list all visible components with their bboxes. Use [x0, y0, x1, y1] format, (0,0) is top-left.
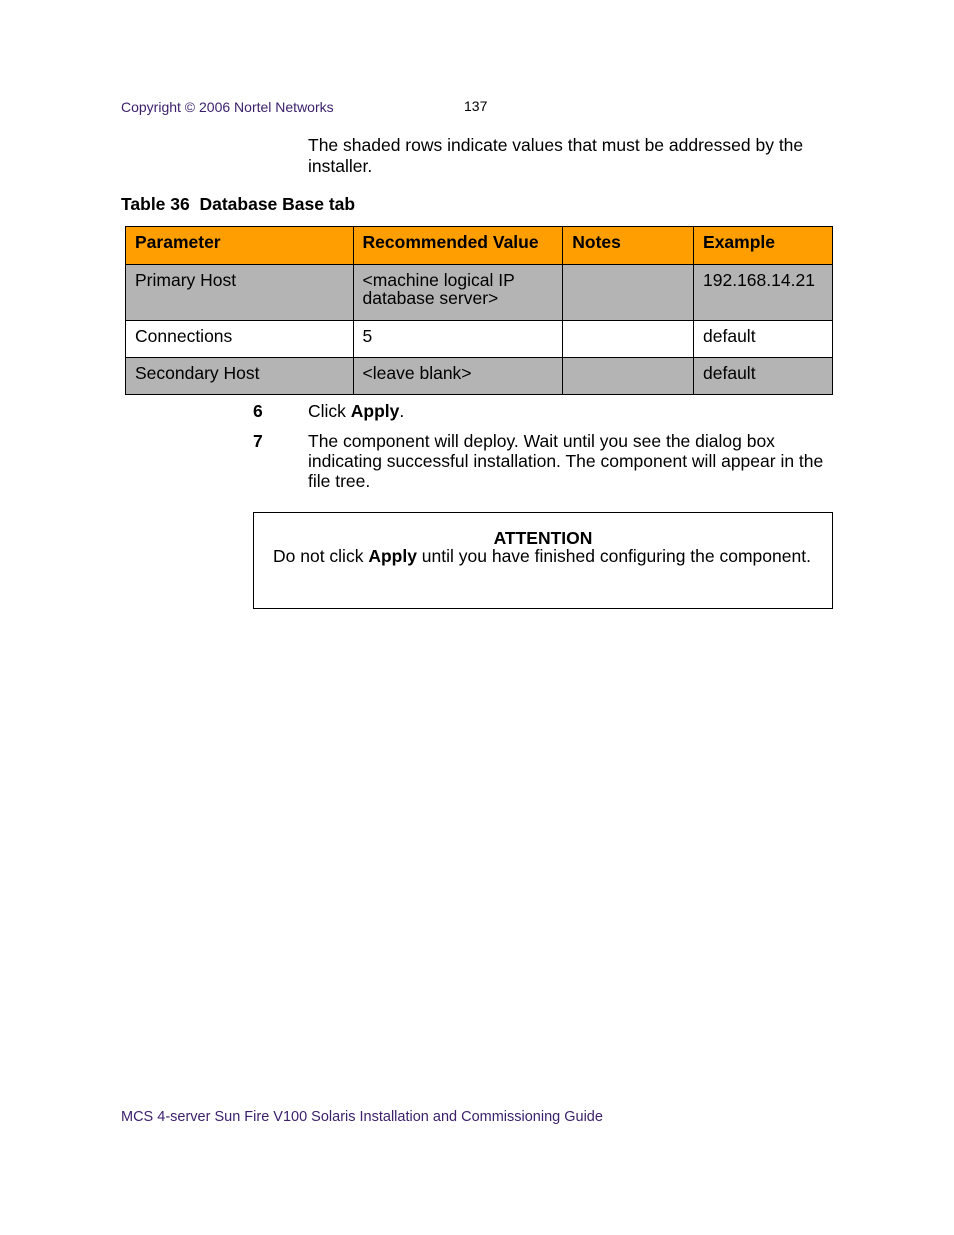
footer-title: MCS 4-server Sun Fire V100 Solaris Installation and Commissioning Guide — [121, 1109, 603, 1125]
step-number-6: 6 — [253, 401, 263, 421]
cell-recommended-value: 5 — [353, 321, 563, 358]
cell-parameter: Secondary Host — [126, 358, 354, 395]
step-number-7: 7 — [253, 431, 263, 451]
cell-notes — [563, 265, 694, 321]
cell-example: default — [694, 358, 833, 395]
step-6-bold: Apply — [350, 401, 400, 421]
header-recommended-value: Recommended Value — [353, 227, 563, 265]
attention-bold: Apply — [368, 546, 417, 566]
cell-parameter: Primary Host — [126, 265, 354, 321]
table-caption: Table 36 Database Base tab — [121, 194, 356, 214]
cell-notes — [563, 321, 694, 358]
cell-recommended-value: <leave blank> — [353, 358, 563, 395]
step-6-pre: Click — [308, 401, 351, 421]
cell-example: 192.168.14.21 — [694, 265, 833, 321]
cell-parameter: Connections — [126, 321, 354, 358]
attention-title: ATTENTION — [493, 528, 593, 548]
table-row — [126, 358, 833, 395]
step-text-6 — [308, 401, 838, 421]
attention-body — [273, 546, 813, 566]
database-base-table — [125, 226, 833, 395]
attention-post: until you have finished configuring the component. — [416, 546, 811, 566]
step-6-post: . — [399, 401, 405, 421]
cell-example: default — [694, 321, 833, 358]
table-row — [126, 265, 833, 321]
step-text-7: The component will deploy. Wait until you see the dialog box indicating successful installation. The component will appear in the file tree. — [308, 431, 824, 491]
table-header-row — [126, 227, 833, 265]
intro-paragraph: The shaded rows indicate values that must be addressed by the installer. — [308, 135, 804, 176]
header-copyright: Copyright © 2006 Nortel Networks — [121, 99, 334, 115]
attention-pre: Do not click — [273, 546, 369, 566]
header-parameter: Parameter — [126, 227, 354, 265]
header-example: Example — [694, 227, 833, 265]
page-number: 137 — [464, 98, 488, 114]
cell-recommended-value: <machine logical IP database server> — [353, 265, 563, 321]
cell-notes — [563, 358, 694, 395]
header-notes: Notes — [563, 227, 694, 265]
attention-box — [253, 512, 833, 609]
table-row — [126, 321, 833, 358]
